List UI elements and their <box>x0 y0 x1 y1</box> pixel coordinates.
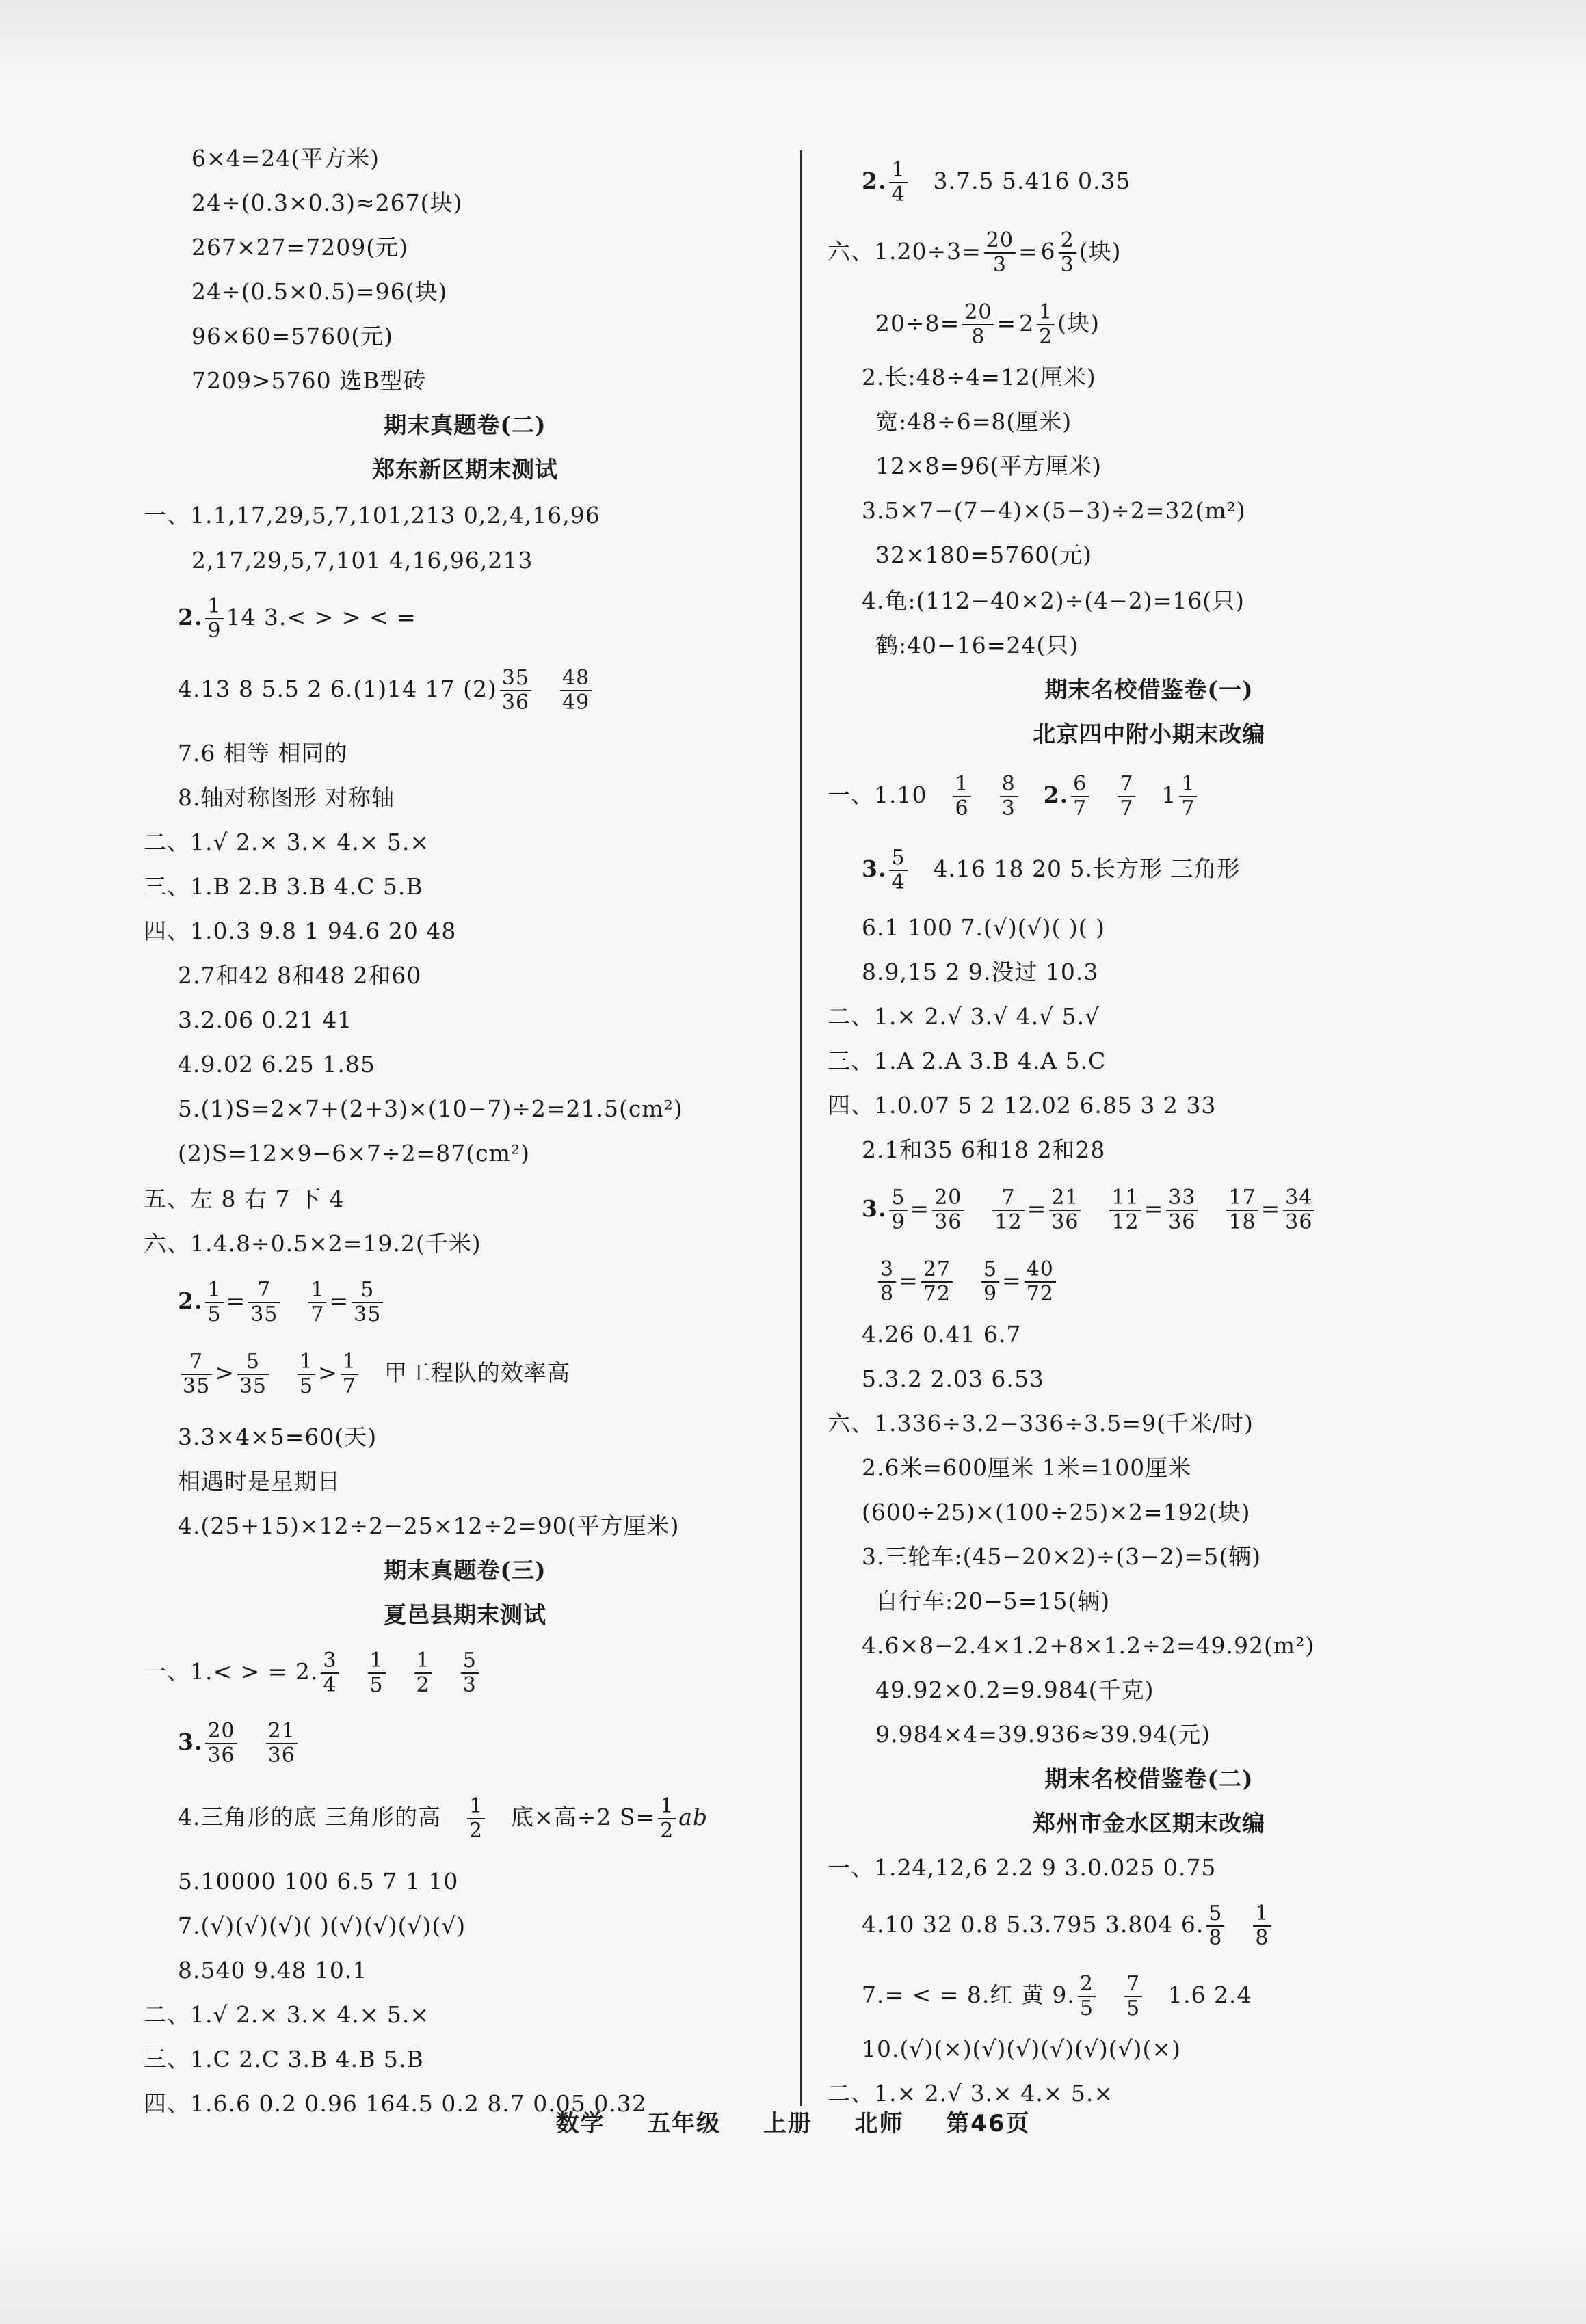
answer-line: 9.984×4=39.936≈39.94(元) <box>875 1721 1211 1748</box>
answer-line: 3.3×4×5=60(天) <box>178 1424 378 1450</box>
answer-line: 四、1.0.07 5 2 12.02 6.85 3 2 33 <box>828 1092 1217 1119</box>
answer-line: 4.10 32 0.8 5.3.795 3.804 6. $\frac{5}{8}$ $\frac{1}{8}$ <box>862 1902 1274 1950</box>
answer-line: 3.2.06 0.21 41 <box>178 1006 353 1033</box>
section-subtitle: 夏邑县期末测试 <box>384 1601 546 1628</box>
fraction: $\frac{5}{4}$ <box>889 846 907 894</box>
section-title: 期末名校借鉴卷(一) <box>1044 676 1254 703</box>
fraction: $\frac{48}{49}$ <box>560 667 592 714</box>
fraction: $\frac{21}{36}$ <box>1049 1186 1081 1234</box>
fraction: $\frac{1}{2}$ <box>467 1795 485 1843</box>
answer-line: 一、1.< > = 2. $\frac{3}{4}$ $\frac{1}{5}$ $\frac{1}{2}$ $\frac{5}{3}$ <box>144 1649 481 1697</box>
answer-line: 六、1.4.8÷0.5×2=19.2(千米) <box>144 1230 481 1257</box>
fraction: $\frac{5}{35}$ <box>237 1350 269 1398</box>
fraction: $\frac{5}{9}$ <box>981 1258 999 1306</box>
fraction: $\frac{2}{5}$ <box>1078 1973 1096 2020</box>
answer-line: 四、1.6.6 0.2 0.96 164.5 0.2 8.7 0.05 0.32 <box>144 2090 647 2117</box>
fraction: $\frac{7}{12}$ <box>992 1186 1024 1234</box>
fraction: $\frac{20}{8}$ <box>962 301 994 349</box>
answer-line: 3. $\frac{5}{4}$ 4.16 18 20 5.长方形 三角形 <box>862 846 1241 894</box>
fraction: $\frac{8}{3}$ <box>1000 773 1018 820</box>
answer-line: 相遇时是星期日 <box>178 1468 341 1495</box>
answer-line: 2.1和35 6和18 2和28 <box>862 1136 1106 1163</box>
answer-line: 7.= < = 8.红 黄 9. $\frac{2}{5}$ $\frac{7}{5}$ 1.6 2.4 <box>862 1972 1252 2020</box>
answer-line: 32×180=5760(元) <box>875 542 1093 568</box>
answer-line: 2. $\frac{1}{5}$ = $\frac{7}{35}$ $\frac{1}{7}$ = $\frac{5}{35}$ <box>178 1279 386 1326</box>
answer-line: 5.10000 100 6.5 7 1 10 <box>178 1868 459 1895</box>
fraction: $\frac{1}{4}$ <box>889 159 907 206</box>
fraction: $\frac{2}{3}$ <box>1059 229 1076 277</box>
answer-line: 一、1.24,12,6 2.2 9 3.0.025 0.75 <box>828 1854 1217 1881</box>
fraction: $\frac{40}{72}$ <box>1025 1258 1056 1306</box>
answer-line: 6×4=24(平方米) <box>191 145 380 172</box>
fraction: $\frac{11}{12}$ <box>1109 1186 1141 1234</box>
answer-line: 4.9.02 6.25 1.85 <box>178 1051 375 1078</box>
fraction: $\frac{7}{7}$ <box>1118 773 1135 820</box>
answer-line: 7.6 相等 相同的 <box>178 740 348 766</box>
answer-line: 2. $\frac{1}{4}$ 3.7.5 5.416 0.35 <box>862 158 1131 206</box>
answer-line: 6.1 100 7.(√)(√)( )( ) <box>862 914 1105 941</box>
answer-line: 49.92×0.2=9.984(千克) <box>875 1677 1154 1703</box>
fraction: $\frac{1}{7}$ <box>308 1279 326 1326</box>
section-title: 期末真题卷(二) <box>384 412 546 438</box>
fraction: $\frac{1}{5}$ <box>368 1649 386 1697</box>
fraction: $\frac{3}{8}$ <box>878 1258 896 1306</box>
answer-line: 24÷(0.3×0.3)≈267(块) <box>191 189 463 216</box>
answer-line: 7.(√)(√)(√)( )(√)(√)(√)(√) <box>178 1912 466 1939</box>
fraction: $\frac{34}{36}$ <box>1283 1186 1314 1234</box>
section-subtitle: 郑州市金水区期末改编 <box>1033 1810 1265 1837</box>
answer-line: 宽:48÷6=8(厘米) <box>875 408 1072 435</box>
column-divider <box>800 150 802 2106</box>
answer-line: 鹤:40−16=24(只) <box>875 632 1079 658</box>
answer-line: 8.540 9.48 10.1 <box>178 1957 368 1984</box>
answer-line: 96×60=5760(元) <box>191 323 394 349</box>
answer-line: 4.龟:(112−40×2)÷(4−2)=16(只) <box>862 587 1245 614</box>
answer-line: 4.26 0.41 6.7 <box>862 1321 1022 1348</box>
footer-edition: 北师 <box>854 2110 904 2137</box>
answer-line: 二、1.√ 2.× 3.× 4.× 5.× <box>144 829 430 855</box>
section-title: 期末真题卷(三) <box>384 1557 546 1584</box>
answer-line: 2.长:48÷4=12(厘米) <box>862 364 1096 390</box>
section-subtitle: 郑东新区期末测试 <box>372 456 558 483</box>
fraction: $\frac{35}{36}$ <box>500 667 531 714</box>
fraction: $\frac{5}{3}$ <box>461 1649 479 1697</box>
answer-line: 四、1.0.3 9.8 1 94.6 20 48 <box>144 918 457 944</box>
answer-line: 8.9,15 2 9.没过 10.3 <box>862 959 1099 985</box>
answer-line: (600÷25)×(100÷25)×2=192(块) <box>862 1499 1251 1525</box>
answer-line: (2)S=12×9−6×7÷2=87(cm²) <box>178 1140 530 1166</box>
fraction: $\frac{1}{8}$ <box>1253 1902 1271 1950</box>
answer-line: 4.三角形的底 三角形的高 $\frac{1}{2}$ 底×高÷2 S= $\frac{1}{2}$ ab <box>178 1794 709 1843</box>
footer-subject: 数学 <box>555 2110 605 2137</box>
fraction: $\frac{20}{36}$ <box>932 1186 964 1234</box>
fraction: $\frac{7}{5}$ <box>1124 1973 1142 2020</box>
answer-line: 二、1.× 2.√ 3.√ 4.√ 5.√ <box>828 1003 1100 1030</box>
answer-line: $\frac{3}{8}$ = $\frac{27}{72}$ $\frac{5}{9}$ = $\frac{40}{72}$ <box>875 1258 1059 1306</box>
fraction: $\frac{3}{4}$ <box>321 1649 339 1697</box>
answer-line: 2.7和42 8和48 2和60 <box>178 962 422 989</box>
answer-line: 5.(1)S=2×7+(2+3)×(10−7)÷2=21.5(cm²) <box>178 1095 683 1122</box>
fraction: $\frac{21}{36}$ <box>266 1720 298 1767</box>
answer-line: 二、1.√ 2.× 3.× 4.× 5.× <box>144 2001 430 2028</box>
fraction: $\frac{17}{18}$ <box>1226 1186 1258 1234</box>
fraction: $\frac{5}{8}$ <box>1206 1902 1224 1950</box>
page-footer <box>0 2105 1586 2138</box>
fraction: $\frac{1}{2}$ <box>1037 301 1055 349</box>
answer-line: 4.13 8 5.5 2 6.(1)14 17 (2) $\frac{35}{36}$ $\frac{48}{49}$ <box>178 667 594 714</box>
fraction: $\frac{1}{6}$ <box>953 773 970 820</box>
fraction: $\frac{1}{5}$ <box>298 1350 315 1398</box>
answer-line: 一、1.10 $\frac{1}{6}$ $\frac{8}{3}$ 2. $\frac{6}{7}$ $\frac{7}{7}$ 1 $\frac{1}{7}$ <box>828 773 1200 820</box>
fraction: $\frac{6}{7}$ <box>1071 773 1089 820</box>
fraction: $\frac{1}{7}$ <box>1179 773 1197 820</box>
fraction: $\frac{1}{9}$ <box>205 595 223 643</box>
fraction: $\frac{20}{3}$ <box>984 229 1016 277</box>
answer-line: 3.5×7−(7−4)×(5−3)÷2=32(m²) <box>862 497 1246 524</box>
answer-line: 10.(√)(×)(√)(√)(√)(√)(√)(×) <box>862 2035 1181 2062</box>
fraction: $\frac{20}{36}$ <box>205 1720 237 1767</box>
answer-line: 12×8=96(平方厘米) <box>875 453 1102 479</box>
answer-line: 20÷8= $\frac{20}{8}$ = 2 $\frac{1}{2}$ (块) <box>875 300 1100 349</box>
answer-line: 4.6×8−2.4×1.2+8×1.2÷2=49.92(m²) <box>862 1632 1315 1659</box>
answer-line: 2.6米=600厘米 1米=100厘米 <box>862 1454 1192 1481</box>
page-number: 第46页 <box>946 2110 1031 2137</box>
answer-line: 一、1.1,17,29,5,7,101,213 0,2,4,16,96 <box>144 502 600 529</box>
section-subtitle: 北京四中附小期末改编 <box>1033 721 1265 747</box>
fraction: $\frac{1}{5}$ <box>205 1279 223 1326</box>
section-title: 期末名校借鉴卷(二) <box>1044 1765 1254 1792</box>
answer-line: 二、1.× 2.√ 3.× 4.× 5.× <box>828 2080 1114 2107</box>
fraction: $\frac{1}{2}$ <box>658 1795 676 1843</box>
answer-line: 267×27=7209(元) <box>191 234 409 261</box>
fraction: $\frac{7}{35}$ <box>248 1279 280 1326</box>
answer-line: 三、1.B 2.B 3.B 4.C 5.B <box>144 873 423 900</box>
footer-volume: 上册 <box>763 2110 812 2137</box>
answer-line: 4.(25+15)×12÷2−25×12÷2=90(平方厘米) <box>178 1512 680 1539</box>
answer-line: 六、1.336÷3.2−336÷3.5=9(千米/时) <box>828 1410 1254 1437</box>
fraction: $\frac{1}{2}$ <box>414 1649 432 1697</box>
answer-line: 三、1.A 2.A 3.B 4.A 5.C <box>828 1047 1107 1074</box>
answer-line: 3. $\frac{5}{9}$ = $\frac{20}{36}$ $\frac{7}{12}$ = $\frac{21}{36}$ $\frac{11}{12}$ = $\frac{33}{36}$ $\frac{17}{18}$ = $\frac{34}{36}$ <box>862 1186 1317 1234</box>
fraction: $\frac{33}{36}$ <box>1166 1186 1198 1234</box>
answer-line: 3.三轮车:(45−20×2)÷(3−2)=5(辆) <box>862 1543 1262 1570</box>
answer-line: 五、左 8 右 7 下 4 <box>144 1186 345 1212</box>
answer-line: 7209>5760 选B型砖 <box>191 367 427 394</box>
answer-line: 8.轴对称图形 对称轴 <box>178 784 395 811</box>
answer-line: 2. $\frac{1}{9}$ 14 3.< > > < = <box>178 594 417 643</box>
answer-line: 六、1.20÷3= $\frac{20}{3}$ = 6 $\frac{2}{3}$ (块) <box>828 228 1122 277</box>
answer-line: 2,17,29,5,7,101 4,16,96,213 <box>191 547 533 574</box>
answer-line: 5.3.2 2.03 6.53 <box>862 1365 1044 1392</box>
fraction: $\frac{7}{35}$ <box>181 1350 212 1398</box>
answer-line: 3. $\frac{20}{36}$ $\frac{21}{36}$ <box>178 1720 300 1767</box>
answer-line: $\frac{7}{35}$ > $\frac{5}{35}$ $\frac{1}{5}$ > $\frac{1}{7}$ 甲工程队的效率高 <box>178 1350 570 1398</box>
fraction: $\frac{5}{35}$ <box>352 1279 383 1326</box>
fraction: $\frac{5}{9}$ <box>889 1186 907 1234</box>
fraction: $\frac{27}{72}$ <box>921 1258 953 1306</box>
answer-line: 三、1.C 2.C 3.B 4.B 5.B <box>144 2046 424 2072</box>
fraction: $\frac{1}{7}$ <box>341 1350 358 1398</box>
footer-grade: 五年级 <box>647 2110 722 2137</box>
answer-line: 自行车:20−5=15(辆) <box>875 1588 1111 1614</box>
answer-line: 24÷(0.5×0.5)=96(块) <box>191 278 448 305</box>
